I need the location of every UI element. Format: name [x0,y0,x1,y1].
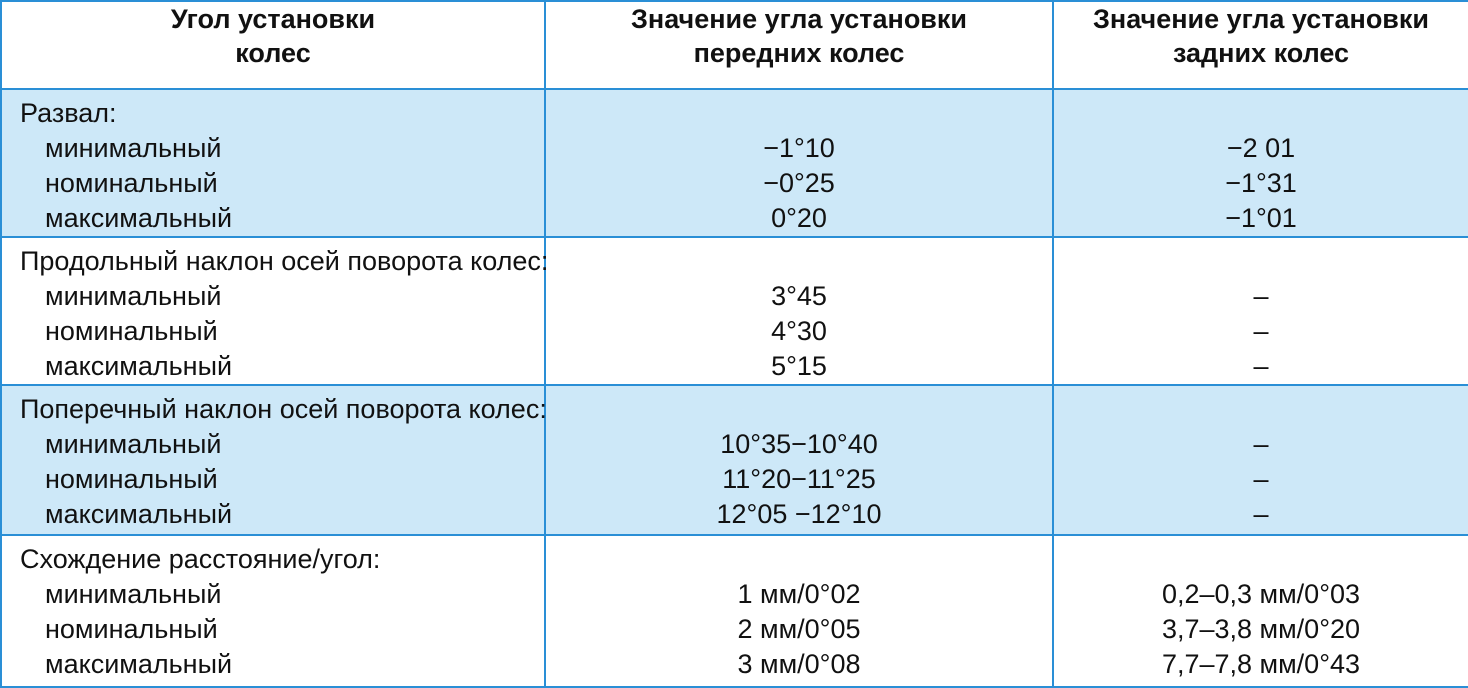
front-value-nom: 11°20−11°25 [722,464,876,494]
group-kingpin-inclination [1,385,1468,535]
toe-labels [1,535,545,687]
group-title: Продольный наклон осей поворота колес: [20,246,549,276]
header-front-value [545,1,1053,89]
group-title: Схождение расстояние/угол: [20,544,381,574]
rear-value-nom: – [1253,464,1269,494]
row-label-nom: номинальный [45,614,218,644]
front-value-max: 0°20 [771,203,827,233]
front-value-min: 10°35−10°40 [720,429,878,459]
rear-value-nom: 3,7–3,8 мм/0°20 [1161,614,1361,644]
row-label-min: минимальный [45,579,222,609]
header-front-line-2: передних колес [693,38,905,68]
front-value-nom: −0°25 [763,168,835,198]
toe-front-values [545,535,1053,687]
header-rear-value [1053,1,1468,89]
row-label-min: минимальный [45,281,222,311]
caster-labels [1,237,549,385]
toe-rear-values [1053,535,1468,687]
camber-labels [1,89,545,237]
group-caster [1,237,1468,385]
rear-value-min: 0,2–0,3 мм/0°03 [1161,579,1361,609]
rear-value-min: – [1253,429,1269,459]
front-value-max: 3 мм/0°08 [737,649,861,679]
header-angle [1,1,545,89]
row-label-nom: номинальный [45,168,218,198]
kingpin-rear-values [1053,385,1468,535]
front-value-max: 12°05 −12°10 [716,499,882,529]
group-title: Поперечный наклон осей поворота колес: [20,394,547,424]
header-front-line-1: Значение угла установки [630,4,968,34]
front-value-min: 3°45 [771,281,827,311]
rear-value-min: – [1253,281,1269,311]
front-value-max: 5°15 [771,351,827,381]
header-rear-line-1: Значение угла установки [1092,4,1430,34]
rear-value-max: – [1253,499,1269,529]
front-value-min: −1°10 [763,133,835,163]
caster-rear-values [1053,237,1468,385]
rear-value-max: −1°01 [1225,203,1297,233]
row-label-max: максимальный [45,649,233,679]
row-label-nom: номинальный [45,464,218,494]
row-label-max: максимальный [45,351,233,381]
rear-value-nom: −1°31 [1225,168,1297,198]
rear-value-min: −2 01 [1226,133,1296,163]
row-label-min: минимальный [45,133,222,163]
front-value-nom: 2 мм/0°05 [737,614,861,644]
rear-value-nom: – [1253,316,1269,346]
camber-rear-values [1053,89,1468,237]
row-label-min: минимальный [45,429,222,459]
group-title: Развал: [20,98,117,128]
front-value-nom: 4°30 [771,316,827,346]
front-value-min: 1 мм/0°02 [737,579,861,609]
kingpin-front-values [545,385,1053,535]
row-label-max: максимальный [45,203,233,233]
rear-value-max: 7,7–7,8 мм/0°43 [1161,649,1361,679]
group-toe [1,535,1468,687]
header-rear-line-2: задних колес [1172,38,1350,68]
row-label-nom: номинальный [45,316,218,346]
camber-front-values [545,89,1053,237]
header-angle-line-2: колес [235,38,311,68]
row-label-max: максимальный [45,499,233,529]
caster-front-values [545,237,1053,385]
group-camber [1,89,1468,237]
kingpin-labels [1,385,545,535]
rear-value-max: – [1253,351,1269,381]
header-angle-line-1: Угол установки [170,4,376,34]
header-row [1,1,1468,89]
